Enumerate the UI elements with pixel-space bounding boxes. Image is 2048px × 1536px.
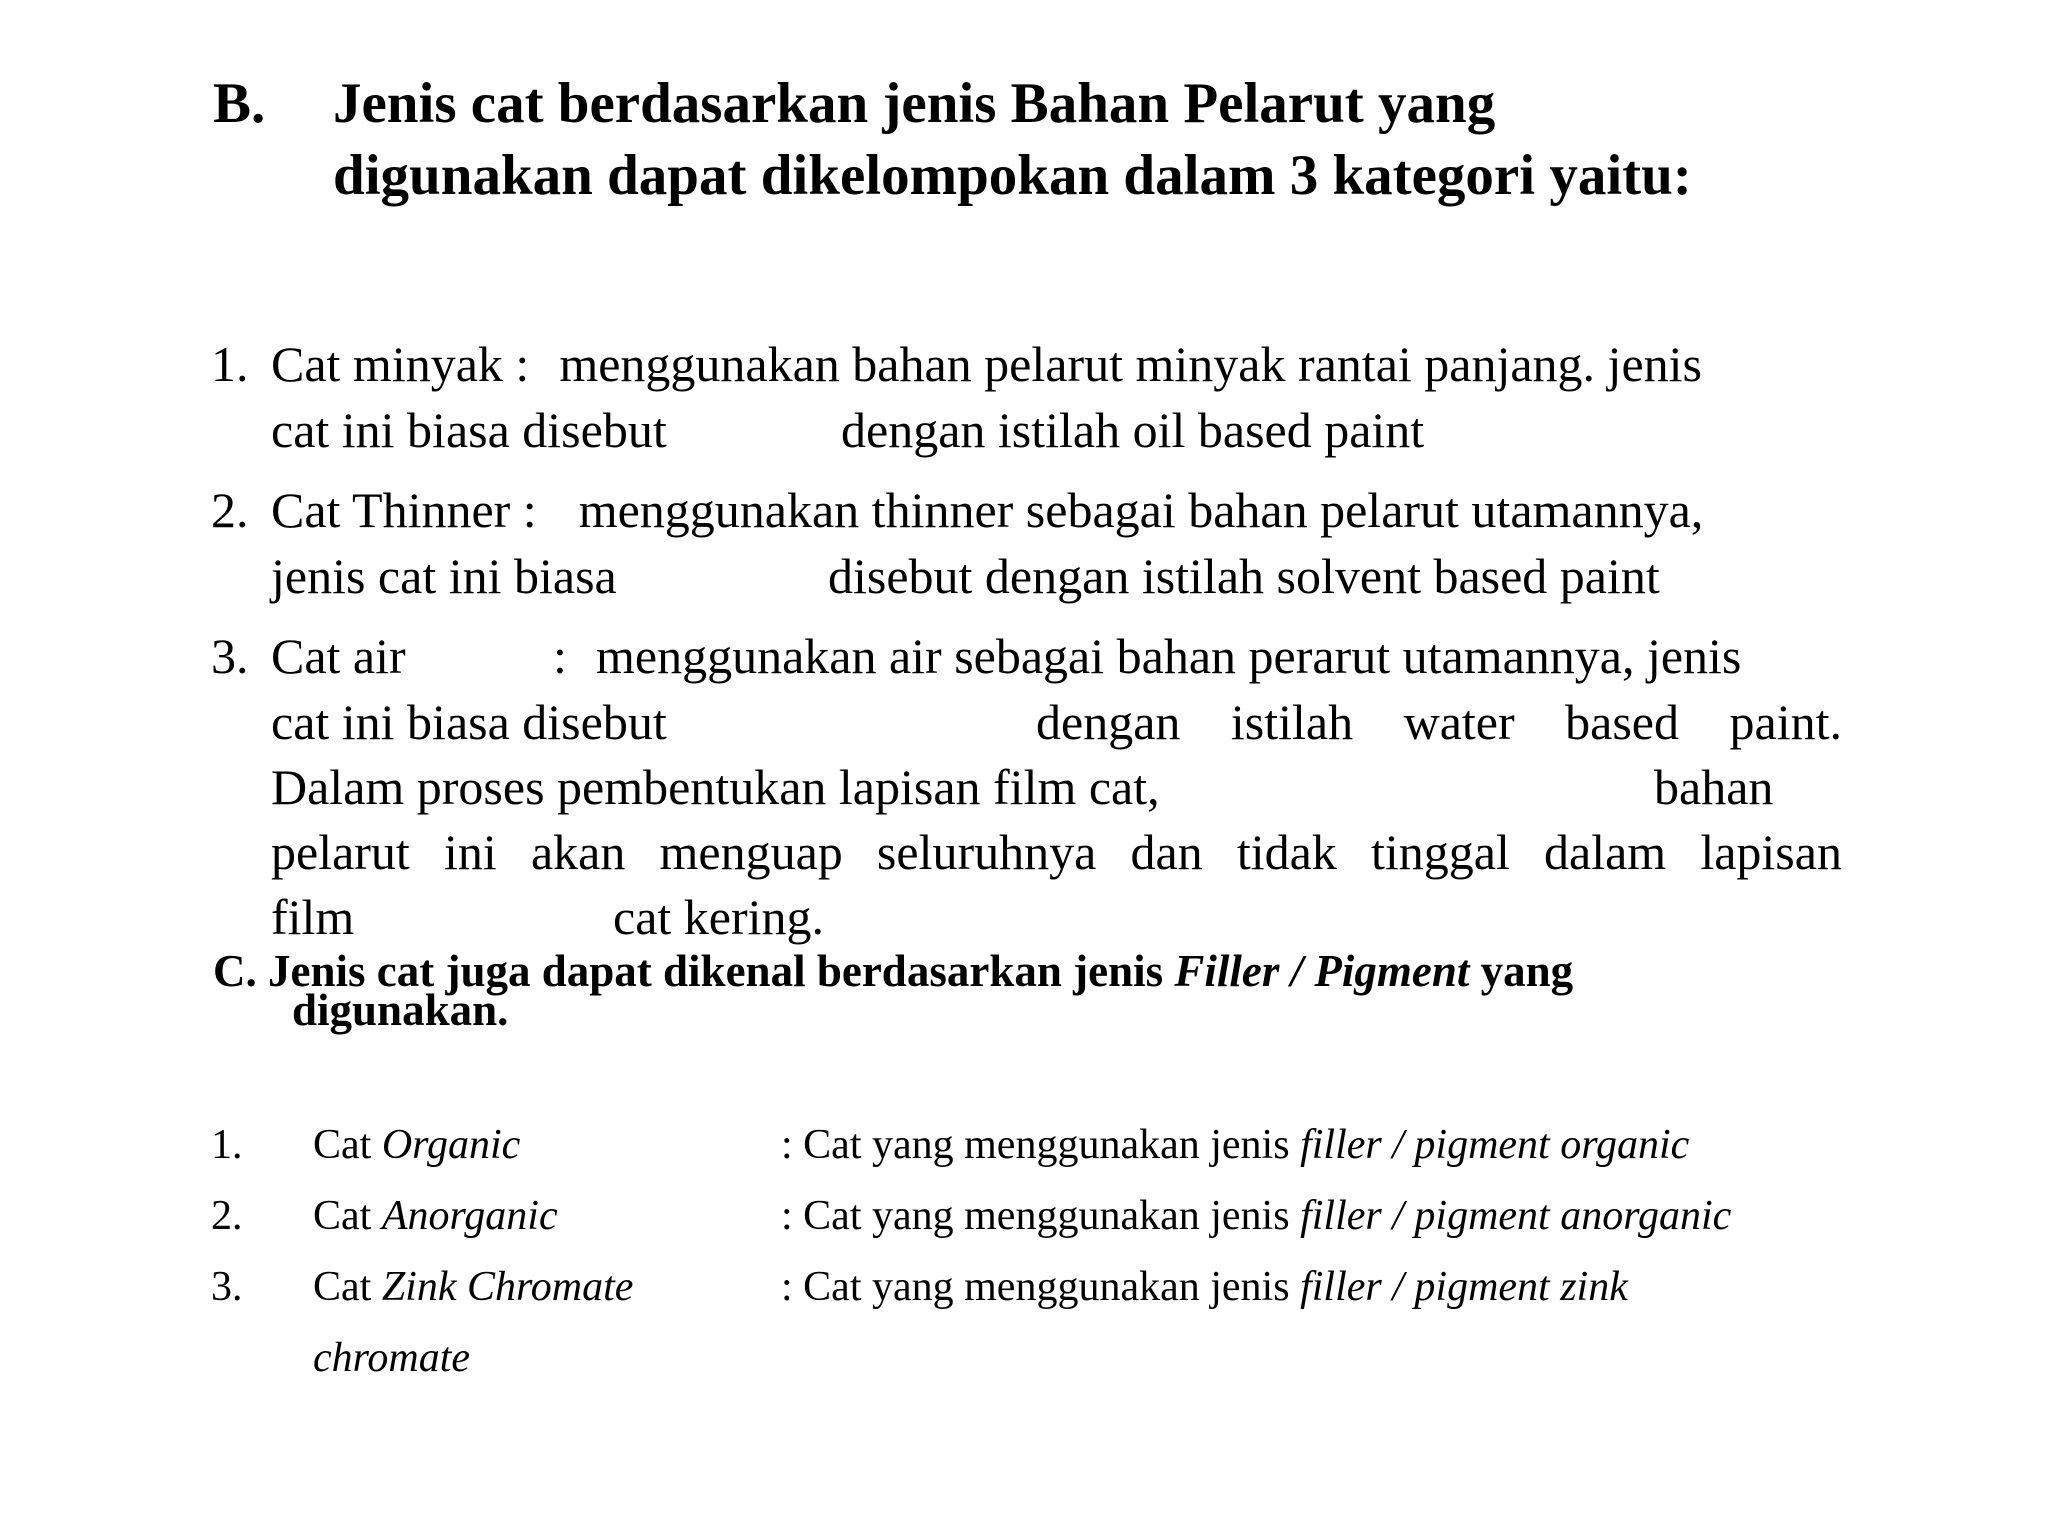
section-c-item-1-desc-plain: : Cat yang menggunakan jenis xyxy=(781,1122,1290,1168)
word: based xyxy=(1565,694,1679,750)
section-c-item-3-desc-plain: : Cat yang menggunakan jenis xyxy=(781,1264,1290,1310)
word: istilah xyxy=(1230,694,1354,750)
section-b-heading-line1: Jenis cat berdasarkan jenis Bahan Pelarut yang xyxy=(333,72,1496,135)
section-b-item-2-term: Cat Thinner : xyxy=(271,482,537,538)
section-b-item-1-term: Cat minyak : xyxy=(271,336,530,392)
section-b-item-1-line2-a: cat ini biasa disebut xyxy=(271,402,667,458)
word: ini xyxy=(443,824,497,880)
word: seluruhnya xyxy=(876,824,1097,880)
section-c-heading-post: yang xyxy=(1480,946,1574,996)
section-c-item-1-desc-italic: filler / pigment organic xyxy=(1300,1122,1690,1168)
word: water xyxy=(1403,694,1515,750)
section-b-item-2-description: menggunakan thinner sebagai bahan pelarut utamannya, xyxy=(578,482,1704,538)
word: dalam xyxy=(1544,824,1667,880)
section-c-item-2-number: 2. xyxy=(211,1193,243,1239)
section-b-item-1-number: 1. xyxy=(211,336,249,392)
section-c-item-3-desc-italic: filler / pigment zink xyxy=(1300,1264,1628,1310)
section-b-item-3-term: Cat air xyxy=(271,628,406,684)
section-c-item-2-label-plain: Cat xyxy=(313,1193,372,1239)
section-b-item-3-line4 xyxy=(271,819,1842,885)
section-c-item-1-description xyxy=(781,1115,1689,1175)
section-b-item-1-line2-b: dengan istilah oil based paint xyxy=(841,402,1425,458)
section-b-item-3-line3-a: Dalam proses pembentukan lapisan film cat, xyxy=(271,759,1160,815)
section-c-heading-line2: digunakan. xyxy=(292,985,509,1035)
section-c-item-2-description xyxy=(781,1186,1731,1246)
section-c-item-2-desc-plain: : Cat yang menggunakan jenis xyxy=(781,1193,1290,1239)
section-c-heading-italic: Filler / Pigment xyxy=(1174,946,1470,996)
section-b-item-3-line3-b: bahan xyxy=(1654,759,1774,815)
section-c-item-3-description xyxy=(781,1257,1628,1317)
section-b-item-3-colon: : xyxy=(553,628,567,684)
section-c-heading-pre: Jenis cat juga dapat dikenal berdasarkan jenis xyxy=(268,946,1164,996)
section-c-item-3-continuation: chromate xyxy=(313,1335,471,1381)
section-b-item-1-description: menggunakan bahan pelarut minyak rantai panjang. jenis xyxy=(559,336,1702,392)
section-b-item-1-line2 xyxy=(271,397,667,463)
section-b-item-2-line2-b: disebut dengan istilah solvent based paint xyxy=(828,548,1660,604)
word: tidak xyxy=(1236,824,1337,880)
section-b-item-2-number: 2. xyxy=(211,482,249,538)
section-b-item-1-line1 xyxy=(271,331,1702,397)
section-c-item-3-number: 3. xyxy=(211,1264,243,1310)
section-b-item-3-description: menggunakan air sebagai bahan perarut utamannya, jenis xyxy=(596,628,1742,684)
word: tinggal xyxy=(1370,824,1510,880)
section-b-item-3-number: 3. xyxy=(211,628,249,684)
section-c-item-1-label-plain: Cat xyxy=(313,1122,372,1168)
section-b-item-3-line2-b xyxy=(1036,689,1842,755)
section-c-letter: C. xyxy=(213,946,257,996)
section-c-item-3-label xyxy=(313,1257,633,1317)
section-c-item-2-label-italic: Anorganic xyxy=(381,1193,558,1239)
section-b-item-3-line2-a: cat ini biasa disebut xyxy=(271,694,667,750)
word: lapisan xyxy=(1700,824,1842,880)
section-c-item-2-label xyxy=(313,1186,558,1246)
section-c-item-3-label-italic: Zink Chromate xyxy=(381,1264,634,1310)
word: pelarut xyxy=(271,824,410,880)
section-b-item-3-line5-a: film xyxy=(271,889,355,945)
section-c-item-1-label xyxy=(313,1115,520,1175)
word: dan xyxy=(1130,824,1203,880)
word: akan xyxy=(530,824,626,880)
section-b-item-2-line1 xyxy=(271,477,1703,543)
word: paint. xyxy=(1729,694,1842,750)
section-b-heading xyxy=(333,68,1692,212)
section-b-heading-line2: digunakan dapat dikelompokan dalam 3 kategori yaitu: xyxy=(333,144,1692,207)
section-c-item-2-desc-italic: filler / pigment anorganic xyxy=(1300,1193,1732,1239)
section-b-item-2-line2-a: jenis cat ini biasa xyxy=(271,548,617,604)
word: menguap xyxy=(659,824,843,880)
section-c-item-3-label-plain: Cat xyxy=(313,1264,372,1310)
word: dengan xyxy=(1036,694,1181,750)
section-b-item-3-line5-b: cat kering. xyxy=(613,889,825,945)
section-c-item-1-number: 1. xyxy=(211,1122,243,1168)
section-c-item-1-label-italic: Organic xyxy=(381,1122,521,1168)
section-b-letter: B. xyxy=(213,72,266,135)
